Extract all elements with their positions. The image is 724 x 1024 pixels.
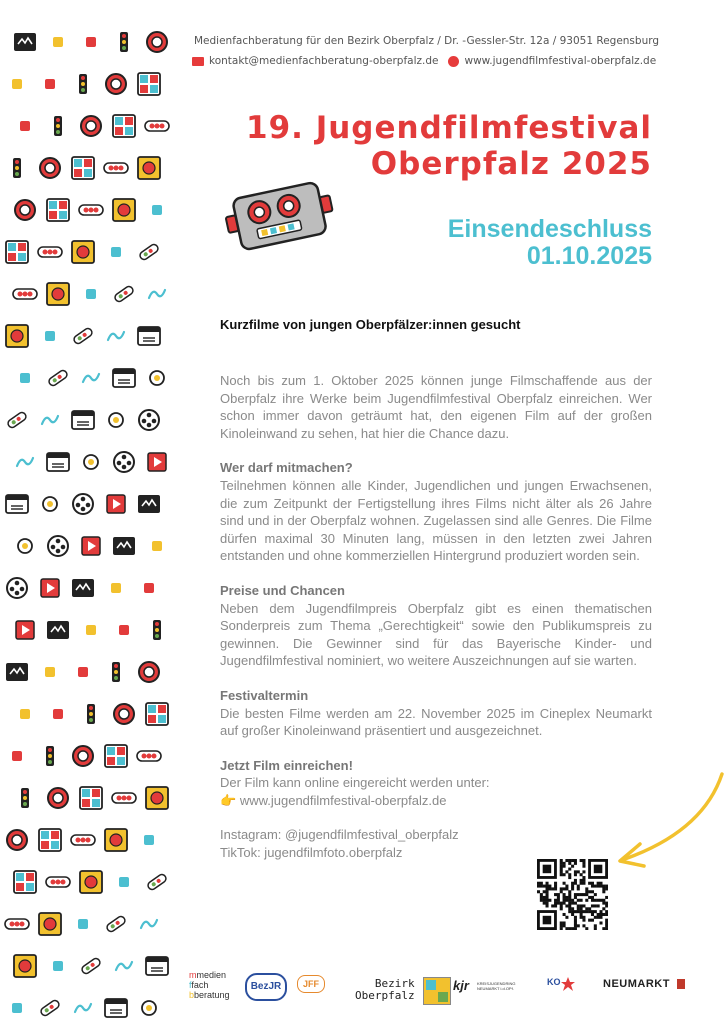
pattern-icon — [81, 957, 102, 975]
pattern-icon — [105, 745, 127, 767]
pattern-icon — [142, 1001, 156, 1015]
logo-ko: KO — [547, 977, 577, 1003]
pattern-icon — [144, 583, 154, 593]
pattern-icon — [147, 873, 168, 891]
pattern-icon — [14, 871, 36, 893]
section-text-prizes: Neben dem Jugendfilmpreis Oberpfalz gibt es einen thematischen Sonderpreis zum Thema „Gerechtigkeit“ sowie den Publikumspreis zu gewinnen. Die Gewinner sind für das Bayerische Kinder- und Jugendfilmfestival nominiert, wo weitere Auszeichnungen auf sie warten. — [220, 600, 652, 669]
pattern-icon — [13, 289, 37, 299]
pattern-icon — [79, 205, 103, 215]
pattern-icon — [20, 121, 30, 131]
pattern-icon — [80, 871, 102, 893]
mail-icon — [192, 57, 204, 66]
pattern-icon — [146, 957, 168, 975]
pattern-icon — [112, 662, 120, 682]
pattern-icon — [111, 247, 121, 257]
pattern-icon — [113, 199, 135, 221]
pattern-icon — [16, 621, 34, 639]
pattern-icon — [108, 332, 124, 340]
pattern-icon — [47, 199, 69, 221]
pattern-icon — [139, 410, 159, 430]
arrow-icon — [600, 770, 724, 880]
pattern-icon — [14, 33, 36, 51]
section-heading-prizes: Preise und Chancen — [220, 582, 345, 598]
section-heading-eligibility: Wer darf mitmachen? — [220, 460, 353, 476]
instagram-handle[interactable]: Instagram: @jugendfilmfestival_oberpfalz — [220, 827, 459, 843]
pattern-icon — [149, 290, 165, 298]
pattern-icon — [20, 373, 30, 383]
decorative-icon-sidebar — [0, 0, 185, 1024]
deadline-label: Einsendeschluss — [447, 215, 652, 243]
pattern-icon — [86, 37, 96, 47]
pattern-icon — [7, 411, 28, 429]
pattern-icon — [86, 289, 96, 299]
pattern-icon — [47, 621, 69, 639]
pattern-icon — [106, 915, 127, 933]
deadline-date: 01.10.2025 — [526, 242, 652, 270]
pattern-icon — [120, 32, 128, 52]
pattern-icon — [39, 829, 61, 851]
pattern-icon — [111, 583, 121, 593]
pattern-icon — [80, 787, 102, 809]
festival-title — [246, 110, 652, 182]
pattern-icon — [79, 74, 87, 94]
pattern-icon — [107, 495, 125, 513]
pattern-icon — [73, 327, 94, 345]
pattern-icon — [137, 751, 161, 761]
pattern-icon — [54, 116, 62, 136]
pattern-icon — [45, 79, 55, 89]
logo-jff: JFF — [297, 975, 325, 993]
pattern-icon — [116, 962, 132, 970]
pattern-icon — [43, 497, 57, 511]
pattern-icon — [12, 751, 22, 761]
pattern-icon — [73, 494, 93, 514]
intro-paragraph: Noch bis zum 1. Oktober 2025 können junge Filmschaffende aus der Oberpfalz ihre Werke beim Jugendfilmfestival Oberpfalz einreichen. Wer schon immer davon geträumt hat, den eigenen Film auf der großen Kinoleinwand zu sehen, hat hier die Chance dazu. — [220, 373, 652, 441]
pattern-icon — [15, 200, 35, 220]
logo-kjr-subtitle: KREISJUGENDRING NEUMARKT i.d.OPf. — [477, 981, 516, 991]
pattern-icon — [75, 1004, 91, 1012]
pattern-icon — [47, 453, 69, 471]
logo-bezjr: BezJR — [245, 973, 287, 1001]
pattern-icon — [78, 919, 88, 929]
pattern-icon — [45, 667, 55, 677]
pattern-icon — [6, 325, 28, 347]
pattern-icon — [109, 413, 123, 427]
pattern-icon — [21, 788, 29, 808]
pattern-icon — [146, 787, 168, 809]
pattern-icon — [113, 537, 135, 555]
pattern-icon — [46, 877, 70, 887]
pattern-icon — [152, 205, 162, 215]
pattern-icon — [40, 999, 61, 1017]
pattern-icon — [71, 835, 95, 845]
pattern-icon — [82, 537, 100, 555]
title-line-1: 19. Jugendfilmfestival — [246, 110, 652, 146]
pattern-icon — [113, 115, 135, 137]
pattern-icon — [119, 877, 129, 887]
email-link[interactable]: kontakt@medienfachberatung-oberpfalz.de — [209, 55, 439, 67]
pattern-icon — [146, 703, 168, 725]
pattern-icon — [17, 458, 33, 466]
pattern-icon — [86, 625, 96, 635]
pattern-icon — [81, 116, 101, 136]
pattern-icon — [12, 79, 22, 89]
pattern-icon — [14, 955, 36, 977]
pattern-icon — [141, 920, 157, 928]
pattern-icon — [48, 536, 68, 556]
pattern-icon — [105, 829, 127, 851]
tiktok-handle[interactable]: TikTok: jugendfilmfoto.oberpfalz — [220, 845, 403, 861]
submit-text: Der Film kann online eingereicht werden unter: — [220, 775, 490, 791]
pattern-icon — [152, 541, 162, 551]
title-line-2: Oberpfalz 2025 — [370, 146, 652, 182]
pattern-icon — [18, 539, 32, 553]
pattern-icon — [12, 1003, 22, 1013]
logo-medienfachberatung: mmedien ffach bberatung — [189, 970, 230, 1000]
pattern-icon — [72, 579, 94, 597]
star-icon — [561, 977, 575, 991]
pattern-icon — [13, 158, 21, 178]
qr-code[interactable] — [537, 859, 608, 930]
website-link[interactable]: www.jugendfilmfestival-oberpfalz.de — [464, 55, 657, 67]
pattern-icon — [48, 788, 68, 808]
pattern-icon — [53, 37, 63, 47]
subheading: Kurzfilme von jungen Oberpfälzer:innen gesucht — [220, 317, 521, 332]
submit-link[interactable]: www.jugendfilmfestival-oberpfalz.de — [239, 792, 447, 808]
pattern-icon — [145, 121, 169, 131]
pattern-icon — [53, 709, 63, 719]
pattern-icon — [114, 452, 134, 472]
pattern-icon — [119, 625, 129, 635]
pattern-icon — [83, 374, 99, 382]
pattern-icon — [114, 285, 135, 303]
pattern-icon — [39, 913, 61, 935]
pattern-icon — [6, 495, 28, 513]
logo-emblem — [423, 977, 451, 1005]
pattern-icon — [6, 241, 28, 263]
partner-logos — [185, 965, 724, 1015]
pattern-icon — [78, 667, 88, 677]
pattern-icon — [138, 73, 160, 95]
pattern-icon — [138, 495, 160, 513]
pattern-icon — [7, 578, 27, 598]
pattern-icon — [106, 74, 126, 94]
pattern-icon — [84, 455, 98, 469]
pattern-icon — [147, 32, 167, 52]
section-text-date: Die besten Filme werden am 22. November 2025 im Cineplex Neumarkt auf großer Kinoleinwand präsentiert und ausgezeichnet. — [220, 705, 652, 739]
pattern-icon — [113, 369, 135, 387]
pattern-icon — [138, 327, 160, 345]
pattern-icon — [53, 961, 63, 971]
pointer-icon: 👉 — [220, 792, 237, 808]
pattern-icon — [72, 157, 94, 179]
pattern-icon — [48, 369, 69, 387]
body-text — [220, 372, 652, 862]
pattern-icon — [20, 709, 30, 719]
submit-heading: Jetzt Film einreichen! — [220, 757, 353, 773]
pattern-icon — [139, 243, 160, 261]
pattern-icon — [6, 663, 28, 681]
section-text-eligibility: Teilnehmen können alle Kinder, Jugendlichen und jungen Erwachsenen, die zum Zeitpunkt der Fertigstellung ihres Films nicht älter als 26 Jahre sind und in der Oberpfalz wohnen. Zugelassen sind alle Genres. Die Filme dürfen maximal 30 Minuten lang, müssen in den letzten zwei Jahren entstanden und ohne kommerziellen Hintergrund produziert worden sein. — [220, 477, 652, 564]
pattern-icon — [42, 416, 58, 424]
pattern-icon — [73, 746, 93, 766]
logo-kjr: kjr — [453, 978, 469, 993]
globe-icon — [448, 56, 459, 67]
pattern-icon — [46, 746, 54, 766]
pattern-icon — [148, 453, 166, 471]
pattern-icon — [7, 830, 27, 850]
pattern-icon — [144, 835, 154, 845]
pattern-icon — [47, 283, 69, 305]
pattern-icon — [104, 163, 128, 173]
logo-neumarkt: NEUMARKT — [603, 978, 685, 990]
pattern-icon — [72, 411, 94, 429]
crest-icon — [677, 979, 685, 989]
pattern-icon — [45, 331, 55, 341]
pattern-icon — [87, 704, 95, 724]
pattern-icon — [153, 620, 161, 640]
pattern-icon — [138, 157, 160, 179]
section-heading-date: Festivaltermin — [220, 687, 309, 703]
submission-deadline — [448, 216, 652, 270]
pattern-icons — [0, 0, 185, 1024]
pattern-icon — [5, 919, 29, 929]
pattern-icon — [105, 999, 127, 1017]
pattern-icon — [139, 662, 159, 682]
pattern-icon — [41, 579, 59, 597]
submit-link-line — [220, 792, 652, 810]
pattern-icon — [38, 247, 62, 257]
logo-bezirk-oberpfalz: Bezirk Oberpfalz — [355, 977, 415, 1002]
address-line: Medienfachberatung für den Bezirk Oberpfalz / Dr. -Gessler-Str. 12a / 93051 Regensburg — [194, 35, 660, 47]
pattern-icon — [114, 704, 134, 724]
contact-line — [192, 55, 656, 67]
pattern-icon — [40, 158, 60, 178]
robot-icon — [225, 178, 335, 258]
pattern-icon — [72, 241, 94, 263]
pattern-icon — [150, 371, 164, 385]
pattern-icon — [112, 793, 136, 803]
